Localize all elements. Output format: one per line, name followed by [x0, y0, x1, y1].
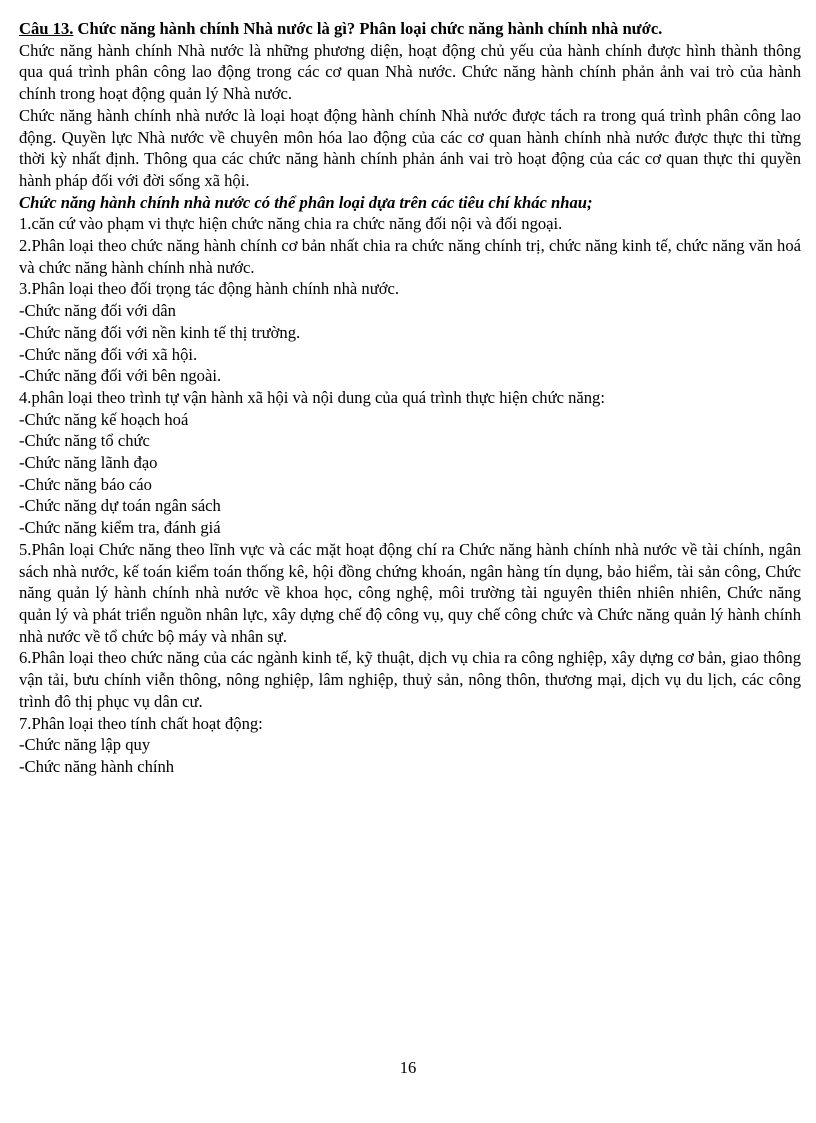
item-5: 5.Phân loại Chức năng theo lĩnh vực và các mặt hoạt động chí ra Chức năng hành chính nhà nước về tài chính, ngân sách nhà nước, kế toán kiểm toán thống kê, hội đồng chứng khoán, ngân hàng tín dụng, bảo hiểm, tài sản công, Chức năng quản lý hành chính nhà nước về khoa học, công nghệ, môi trường tài nguyên thiên nhiên nhiên, Chức năng quản lý và phát triển nguồn nhân lực, xây dựng chế độ công vụ, quy chế công chức và Chức năng quản lý hành chính nhà nước về tổ chức bộ máy và nhân sự.: [19, 539, 801, 646]
item-3-bullet: -Chức năng đối với nền kinh tế thị trường.: [19, 322, 301, 342]
question-heading: [19, 18, 801, 40]
item-4: 4.phân loại theo trình tự vận hành xã hội và nội dung của quá trình thực hiện chức năng:: [19, 387, 605, 407]
item-1: 1.căn cứ vào phạm vi thực hiện chức năng chia ra chức năng đối nội và đối ngoại.: [19, 214, 563, 234]
item-3: 3.Phân loại theo đối trọng tác động hành chính nhà nước.: [19, 279, 399, 299]
item-4-bullet: -Chức năng tổ chức: [19, 431, 150, 451]
paragraph-definition: Chức năng hành chính Nhà nước là những phương diện, hoạt động chủ yếu của hành chính được hình thành thông qua quá trình phân công lao động trong các cơ quan Nhà nước. Chức năng hành chính phản ảnh vai trò của hành chính trong hoạt động quản lý Nhà nước.: [19, 40, 801, 104]
item-4-bullet: -Chức năng kế hoạch hoá: [19, 409, 189, 429]
item-4-bullet: -Chức năng kiểm tra, đánh giá: [19, 518, 221, 538]
question-title: Chức năng hành chính Nhà nước là gì? Phân loại chức năng hành chính nhà nước.: [73, 19, 663, 38]
item-3-bullet: -Chức năng đối với dân: [19, 301, 176, 321]
item-6: 6.Phân loại theo chức năng của các ngành kinh tế, kỹ thuật, dịch vụ chia ra công nghiệp, xây dựng cơ bản, giao thông vận tải, bưu chính viễn thông, nông nghiệp, lâm nghiệp, thuỷ sản, nông thôn, thương mại, dịch vụ du lịch, các công trình đô thị phục vụ dân cư.: [19, 648, 801, 711]
item-4-bullet: -Chức năng báo cáo: [19, 474, 152, 494]
item-2: 2.Phân loại theo chức năng hành chính cơ bản nhất chia ra chức năng chính trị, chức năng kinh tế, chức năng văn hoá và chức năng hành chính nhà nước.: [19, 236, 801, 277]
classification-subheading: Chức năng hành chính nhà nước có thể phân loại dựa trên các tiêu chí khác nhau;: [19, 192, 593, 212]
question-label: Câu 13.: [19, 19, 74, 38]
page-number: 16: [399, 1058, 417, 1077]
item-7: 7.Phân loại theo tính chất hoạt động:: [19, 713, 263, 733]
item-3-bullet: -Chức năng đối với bên ngoài.: [19, 366, 222, 386]
item-7-bullet: -Chức năng hành chính: [19, 756, 175, 776]
document-page: [19, 18, 801, 778]
paragraph-explanation: Chức năng hành chính nhà nước là loại hoạt động hành chính Nhà nước được tách ra trong quá trình phân công lao động. Quyền lực Nhà nước về chuyên môn hóa lao động của các cơ quan hành chính nhà nước được thực thi từng thời kỳ nhất định. Thông qua các chức năng hành chính phản ánh vai trò hoạt động của các cơ quan thực thi quyền hành pháp đối với đời sống xã hội.: [19, 105, 801, 190]
item-3-bullet: -Chức năng đối với xã hội.: [19, 344, 198, 364]
item-7-bullet: -Chức năng lập quy: [19, 735, 151, 755]
item-4-bullet: -Chức năng lãnh đạo: [19, 453, 158, 473]
item-4-bullet: -Chức năng dự toán ngân sách: [19, 496, 221, 516]
